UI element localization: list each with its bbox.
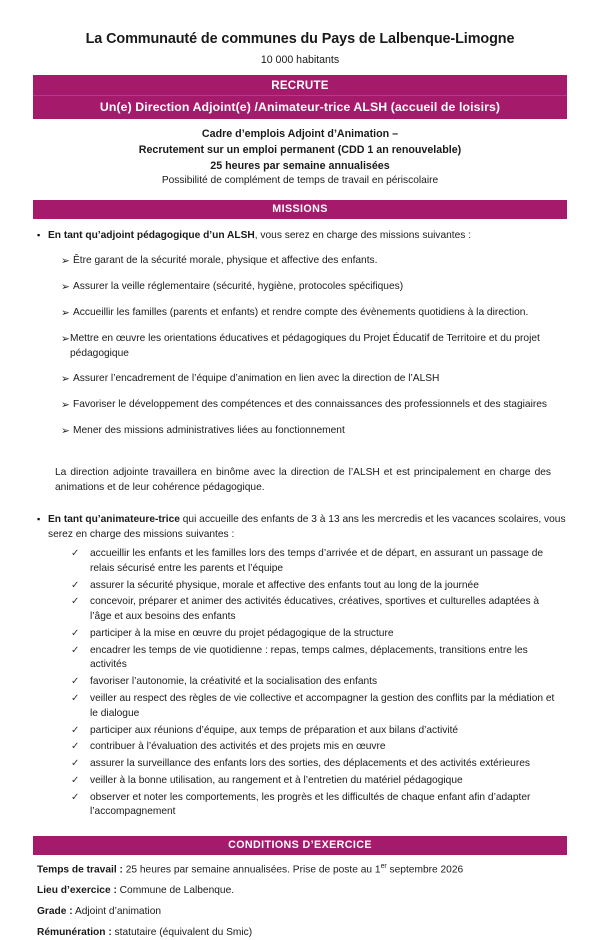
- condition-label: Temps de travail :: [37, 864, 123, 876]
- list-item: [33, 254, 567, 269]
- missions-content: [33, 229, 567, 821]
- list-item-text: Assurer l’encadrement de l’équipe d’animation en lien avec la direction de l’ALSH: [73, 373, 440, 385]
- list-item-text: Mettre en œuvre les orientations éducatives et pédagogiques du Projet Éducatif de Territoire et du projet pédagogique: [70, 333, 540, 359]
- list-item: [33, 757, 567, 772]
- list-item: [33, 644, 567, 674]
- list-item-text: Favoriser le développement des compétences et des connaissances des professionnels et des stagiaires: [73, 399, 547, 410]
- conditions-banner: CONDITIONS D’EXERCICE: [33, 836, 567, 855]
- condition-row-remuneration: [33, 926, 567, 940]
- list-item: [33, 424, 567, 439]
- condition-value-before: Commune de Lalbenque.: [116, 885, 235, 897]
- check-bullet-icon: ✓: [71, 724, 80, 736]
- check-bullet-icon: ✓: [71, 579, 80, 591]
- list-item-text: observer et noter les comportements, les progrès et les difficultés de chaque enfant afin d’adapter l’accompagnement: [90, 791, 531, 818]
- arrow-bullet-icon: ➢: [61, 373, 70, 386]
- check-bullet-icon: ✓: [71, 644, 80, 656]
- missions-block1-list: [33, 254, 567, 438]
- list-item: [33, 579, 567, 594]
- missions-block2-list: [33, 547, 567, 820]
- arrow-bullet-icon: ➢: [61, 281, 70, 294]
- list-item: [33, 692, 567, 722]
- check-bullet-icon: ✓: [71, 596, 80, 608]
- list-item-text: accueillir les enfants et les familles lors des temps d’arrivée et de départ, en assurant un passage de relais sécurisé entre les parents et l’équipe: [90, 547, 544, 574]
- check-bullet-icon: ✓: [71, 758, 80, 770]
- list-item-text: participer à la mise en œuvre du projet pédagogique de la structure: [90, 627, 394, 639]
- condition-value-before: 25 heures par semaine annualisées. Prise de poste au 1: [122, 864, 381, 876]
- condition-superscript: er: [380, 863, 387, 871]
- missions-block2-lead-bold: En tant qu’animateure-trice: [48, 514, 180, 526]
- arrow-bullet-icon: ➢: [61, 333, 70, 346]
- missions-banner: MISSIONS: [33, 200, 567, 219]
- list-item-text: contribuer à l’évaluation des activités et des projets mis en œuvre: [90, 741, 386, 753]
- list-item: [33, 280, 567, 295]
- arrow-bullet-icon: ➢: [61, 307, 70, 320]
- condition-label: Lieu d’exercice :: [37, 885, 117, 897]
- check-bullet-icon: ✓: [71, 547, 80, 559]
- arrow-bullet-icon: ➢: [61, 399, 70, 411]
- missions-block1-lead-text: [48, 229, 567, 244]
- check-bullet-icon: ✓: [71, 693, 80, 704]
- check-bullet-icon: ✓: [71, 627, 80, 639]
- job-summary-line1: Cadre d’emplois Adjoint d’Animation –: [201, 127, 399, 140]
- list-item: [33, 675, 567, 690]
- list-item-text: veiller à la bonne utilisation, au rangement et à l’entretien du matériel pédagogique: [90, 774, 463, 786]
- list-item-text: favoriser l’autonomie, la créativité et la socialisation des enfants: [90, 676, 378, 688]
- arrow-bullet-icon: ➢: [61, 424, 70, 437]
- list-item-text: concevoir, préparer et animer des activités éducatives, créatives, sportives et culturelles adaptées à l’âge et aux besoins des enfants: [90, 596, 540, 623]
- check-bullet-icon: ✓: [71, 741, 80, 753]
- missions-block1-lead-rest: , vous serez en charge des missions suivantes :: [254, 229, 472, 241]
- job-summary-line3: 25 heures par semaine annualisées: [210, 159, 390, 172]
- check-bullet-icon: ✓: [71, 774, 80, 786]
- condition-row-temps-de-travail: [33, 862, 567, 877]
- list-item-text: veiller au respect des règles de vie collective et accompagner la gestion des conflits par la médiation et le dialogue: [90, 693, 555, 719]
- list-item: [33, 740, 567, 755]
- condition-row-lieu-dexercice: [33, 884, 567, 898]
- recrute-banner-line2: Un(e) Direction Adjoint(e) /Animateur-trice ALSH (accueil de loisirs): [99, 99, 501, 114]
- arrow-bullet-icon: ➢: [61, 255, 70, 268]
- recrute-banner: [33, 75, 567, 119]
- missions-block1-paragraph: La direction adjointe travaillera en binôme avec la direction de l’ALSH et est principalement en charge des animations et de leur cohérence pédagogique.: [55, 466, 551, 494]
- job-summary-line2: Recrutement sur un emploi permanent (CDD 1 an renouvelable): [138, 143, 462, 156]
- list-item-text: Mener des missions administratives liées au fonctionnement: [73, 424, 345, 436]
- list-item-text: participer aux réunions d’équipe, aux temps de préparation et aux bilans d’activité: [90, 724, 459, 736]
- job-summary: [33, 126, 567, 189]
- condition-label: Rémunération :: [37, 926, 112, 938]
- list-item: [33, 547, 567, 577]
- list-item-text: Être garant de la sécurité morale, physique et affective des enfants.: [73, 255, 378, 267]
- missions-block1-lead-bold: En tant qu’adjoint pédagogique d’un ALSH: [48, 229, 255, 241]
- condition-row-grade: [33, 905, 567, 919]
- square-bullet-icon: ▪: [37, 229, 41, 240]
- list-item: [33, 791, 567, 821]
- job-summary-line4: Possibilité de complément de temps de travail en périscolaire: [161, 174, 439, 186]
- list-item-text: encadrer les temps de vie quotidienne : repas, temps calmes, déplacements, transitions entre les activités: [90, 644, 528, 671]
- missions-block2-lead-text: [48, 513, 567, 543]
- recrute-banner-line1: RECRUTE: [33, 75, 567, 96]
- condition-value-after: septembre 2026: [386, 864, 464, 876]
- missions-block1-lead: [33, 229, 567, 244]
- list-item: [33, 398, 567, 413]
- list-item: [33, 627, 567, 642]
- list-item: [33, 774, 567, 789]
- check-bullet-icon: ✓: [71, 676, 80, 688]
- missions-block2-lead: [33, 513, 567, 543]
- condition-label: Grade :: [37, 906, 73, 918]
- list-item-text: assurer la surveillance des enfants lors des sorties, des déplacements et des activités extérieures: [90, 758, 530, 770]
- list-item: [33, 595, 567, 625]
- condition-value-before: statutaire (équivalent du Smic): [111, 926, 253, 938]
- condition-value-before: Adjoint d’animation: [72, 906, 162, 918]
- population-subtitle: 10 000 habitants: [260, 54, 340, 66]
- square-bullet-icon: ▪: [37, 514, 41, 525]
- list-item: [33, 306, 567, 321]
- check-bullet-icon: ✓: [71, 791, 80, 803]
- conditions-list: [33, 862, 567, 939]
- list-item-text: Assurer la veille réglementaire (sécurité, hygiène, protocoles spécifiques): [73, 281, 404, 293]
- list-item-text: Accueillir les familles (parents et enfants) et rendre compte des évènements quotidiens à la direction.: [73, 307, 529, 319]
- list-item: [33, 372, 567, 387]
- page-title: La Communauté de communes du Pays de Lalbenque-Limogne: [85, 31, 515, 47]
- list-item: [33, 724, 567, 739]
- list-item: [33, 332, 567, 361]
- list-item-text: assurer la sécurité physique, morale et affective des enfants tout au long de la journée: [90, 579, 479, 591]
- missions-block2-lead-rest: qui accueille des enfants de 3 à 13 ans les mercredis et les vacances scolaires, vous serez en charge des missions suivantes :: [48, 514, 566, 541]
